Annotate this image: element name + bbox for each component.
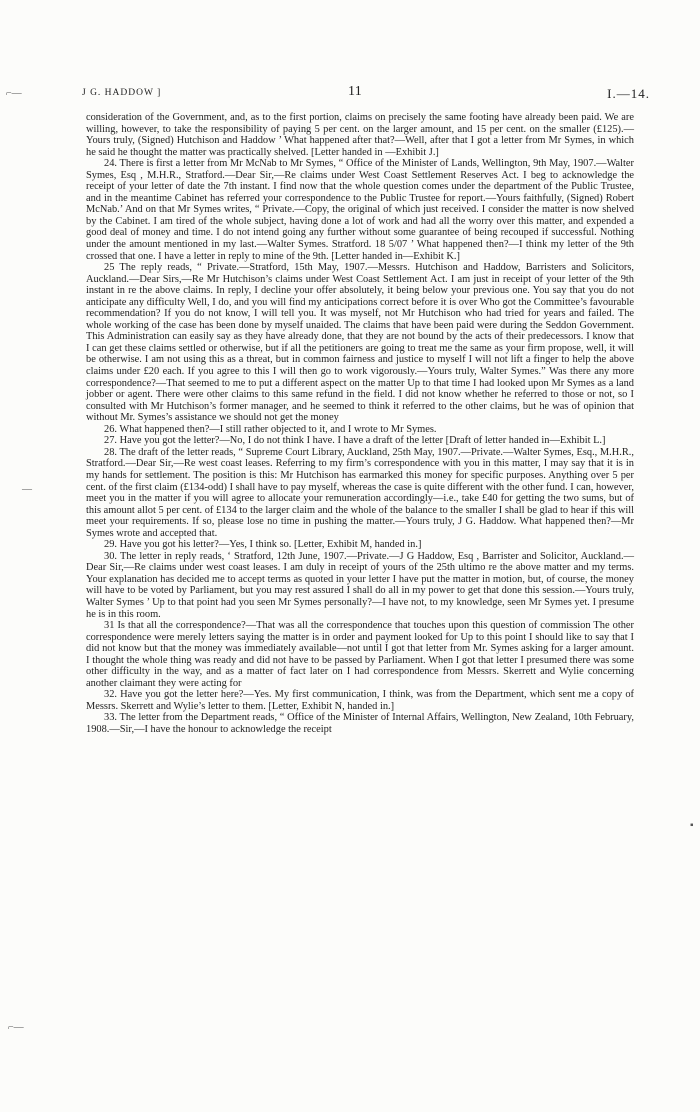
paragraph: 32. Have you got the letter here?—Yes. My first communication, I think, was from the Department, which sent me a copy of Messrs. Skerrett and Wylie’s letter to them. [Letter, Exhibit N, handed in.] <box>86 689 634 712</box>
margin-mark: ⌐— <box>8 1022 24 1033</box>
page-number: 11 <box>347 84 363 99</box>
margin-mark: — <box>22 484 32 495</box>
paragraph: 31 Is that all the correspondence?—That was all the correspondence that touches upon this question of commission The other correspondence were merely letters saying the matter is in order and payment looked for Up to this point I should like to say that I did not know but that the money was immediately available—not until I got that letter from Mr. Symes asking for a larger amount. I thought the whole thing was ready and did not have to be passed by Parliament. When I got that letter I presumed there was some other difficulty in the way, and as a matter of fact later on I had correspondence from Messrs. Skerrett and Wylie concerning another claimant they were acting for <box>86 620 634 689</box>
margin-mark: ⌐— <box>6 88 22 99</box>
paragraph: 24. There is first a letter from Mr McNab to Mr Symes, “ Office of the Minister of Lands, Wellington, 9th May, 1907.—Walter Symes, Esq , M.H.R., Stratford.—Dear Sir,—Re claims under West Coast Settlement Reserves Act. I beg to acknowledge the receipt of your letter of date the 7th instant. I find now that the whole question comes under the department of the Public Trustee, and in the meantime Cabinet has referred your correspondence to the Public Trustee for report.—Yours faithfully, (Signed) Robert McNab.’ And on that Mr Symes writes, “ Private.—Copy, the original of which just received. I consider the matter is now shelved by the Cabinet. I am tired of the whole subject, having done a lot of work and had all the worry over this matter, and expended a good deal of money and time. I do not intend going any further without some guarantee of being recouped if successful. Nothing under the amount mentioned in my last.—Walter Symes. Stratford. 18 5/07 ’ What happened then?—I think my letter of the 9th crossed that one. I have a letter in reply to mine of the 9th. [Letter handed in—Exhibit K.] <box>86 158 634 262</box>
header-witness-name: J G. HADDOW ] <box>82 88 162 98</box>
paragraph: 30. The letter in reply reads, ‘ Stratford, 12th June, 1907.—Private.—J G Haddow, Esq , Barrister and Solicitor, Auckland.—Dear Sir,—Re claims under west coast leases. I am duly in receipt of yours of the 25th ultimo re the above matter and my terms. Your explanation has decided me to accept terms as quoted in your letter I have put the matter in motion, but, of course, the money will have to be voted by Parliament, but you may rest assured I shall do all in my power to get that done this session.—Yours truly, Walter Symes ’ Up to that point had you seen Mr Symes personally?—I have not, to my knowledge, seen Mr Symes yet. I presume he is in this room. <box>86 550 634 620</box>
paragraph: 29. Have you got his letter?—Yes, I think so. [Letter, Exhibit M, handed in.] <box>104 539 422 551</box>
body-text <box>86 112 634 736</box>
paragraph: 33. The letter from the Department reads, “ Office of the Minister of Internal Affairs, Wellington, New Zealand, 10th February, 1908.—Sir,—I have the honour to acknowledge the receipt <box>86 712 634 735</box>
paragraph: 26. What happened then?—I still rather objected to it, and I wrote to Mr Symes. <box>104 423 437 435</box>
document-reference: I.—14. <box>607 86 650 101</box>
margin-mark: ▪ <box>690 820 694 831</box>
paragraph: consideration of the Government, and, as to the first portion, claims on precisely the same footing have already been paid. We are willing, however, to take the responsibility of paying 5 per cent. on the larger amount, and 15 per cent. on the smaller (£125).—Yours truly, (Signed) Hutchison and Haddow ’ What happened after that?—Well, after that I got a letter from Mr Symes, in which he said he thought the matter was practically shelved. [Letter handed in —Exhibit J.] <box>86 112 634 158</box>
page-header <box>60 84 650 104</box>
paragraph: 27. Have you got the letter?—No, I do not think I have. I have a draft of the letter [Draft of letter handed in—Exhibit L.] <box>104 435 606 447</box>
paragraph: 28. The draft of the letter reads, “ Supreme Court Library, Auckland, 25th May, 1907.—Private.—Walter Symes, Esq., M.H.R., Stratford.—Dear Sir,—Re west coast leases. Referring to my firm’s correspondence with you in this matter, I may say that it is in my hands for settlement. The position is this: Mr Hutchison has earmarked this money for specific purposes. Anything over 5 per cent. of the first claim (£134-odd) I shall have to pay myself, whereas the case is quite different with the other fund. I can, however, meet you in the matter if you will agree to allocate your remuneration accordingly—i.e., take £40 for getting the two sums, but of this amount allot 5 per cent. of £134 to the larger claim and the whole of the balance to the smaller I shall be glad to hear if this will meet your requirements. If so, please lose no time in pushing the matter.—Yours truly, J G. Haddow. What happened then?—Mr Symes wrote and accepted that. <box>86 446 634 539</box>
paragraph: 25 The reply reads, “ Private.—Stratford, 15th May, 1907.—Messrs. Hutchison and Haddow, Barristers and Solicitors, Auckland.—Dear Sirs,—Re Mr Hutchison’s claims under West Coast Settlement Act. I am just in receipt of your letter of the 9th instant in re the above claims. In reply, I decline your offer absolutely, it being below your previous one. You say that you do not anticipate any difficulty Well, I do, and you will find my anticipations correct before it is over Who got the Committee’s favourable recommendation? If you do not know, I will tell you. It was myself, not Mr Hutchison who had tried for years and failed. The whole working of the case has been done by myself unaided. The claims that have been paid were during the Seddon Government. This Administration can easily say as they have already done, that they are not bound by the acts of their predecessors. I know that I can get these claims settled or otherwise, but if all the petitioners are going to treat me the same as your firm propose, well, it will be otherwise. I am not using this as a threat, but in common fairness and justice to myself I will not lift a finger to help the above claims under £20 each. If you agree to this I will then go to work vigorously.—Yours truly, Walter Symes.” Was there any more correspondence?—That seemed to me to put a different aspect on the matter Up to that time I had looked upon Mr Symes as a land jobber or agent. There were other claims to this same refund in the field. I did not know whether he referred to those or not, so I consulted with Mr Hutchison’s former manager, and he seemed to think it referred to the other claims, but he was of opinion that without Mr. Symes’s assistance we should not get the money <box>86 262 634 424</box>
